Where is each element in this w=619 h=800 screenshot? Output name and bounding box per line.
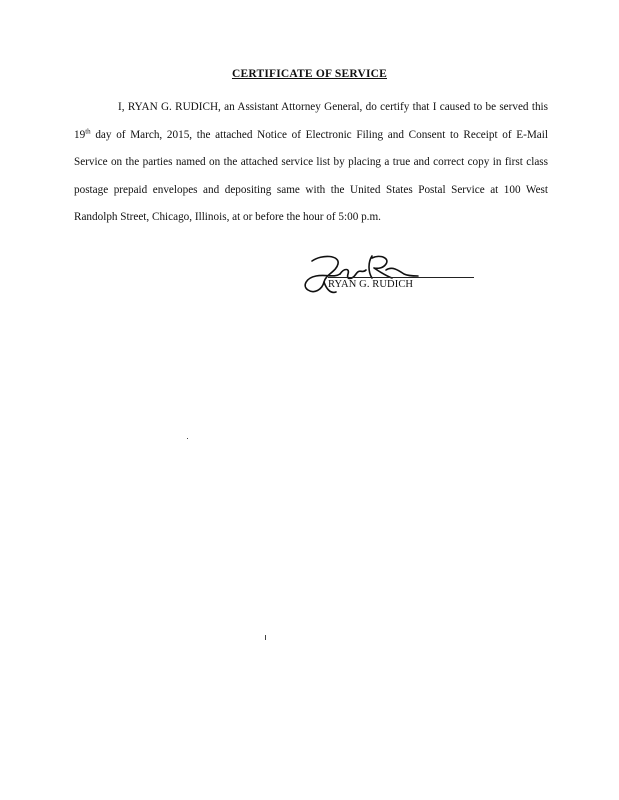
paragraph-text-part1: I, RYAN G. RUDICH, an Assistant Attorney General, do certify that I caused to be served this 19 [74,101,548,141]
paragraph-text-part2: day of March, 2015, the attached Notice of Electronic Filing and Consent to Receipt of E-Mail Service on the parties named on the attached service list by placing a true and correct copy in first class postage prepaid envelopes and depositing same with the United States Postal Service at 100 West Randolph Street, Chicago, Illinois, at or before the hour of 5:00 p.m. [74,128,548,224]
signature-line [328,277,474,278]
ordinal-suffix: th [85,126,91,135]
signature-block [300,252,475,296]
certification-paragraph [74,94,548,232]
scan-speck [187,438,188,439]
signer-name: RYAN G. RUDICH [328,279,414,290]
document-title: CERTIFICATE OF SERVICE [231,68,388,80]
scan-speck [265,635,266,640]
